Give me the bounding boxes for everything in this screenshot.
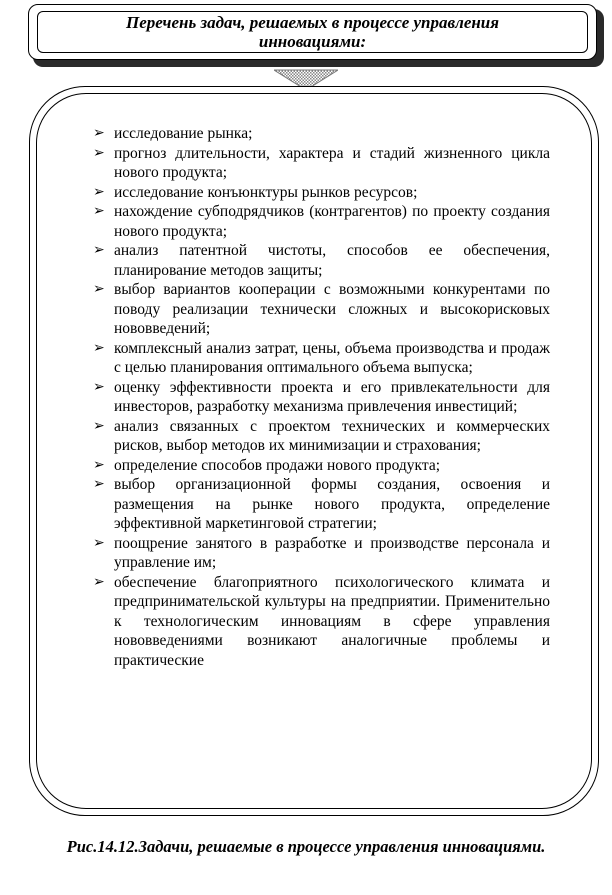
list-item bbox=[64, 417, 550, 456]
list-item-text: прогноз длительности, характера и стадий жизненного цикла нового продукта; bbox=[114, 144, 550, 181]
list-item-text: исследование рынка; bbox=[114, 125, 253, 142]
tasks-list bbox=[64, 124, 550, 670]
list-item-text: выбор вариантов кооперации с возможными конкурентами по поводу реализации технически сложных и высокорисковых нововведений; bbox=[114, 281, 550, 337]
arrowhead-bullet-icon: ➢ bbox=[93, 535, 105, 551]
list-item bbox=[64, 378, 550, 417]
figure-caption: Рис.14.12.Задачи, решаемые в процессе управления инновациями. bbox=[66, 837, 546, 856]
arrowhead-bullet-icon: ➢ bbox=[93, 243, 105, 258]
list-item bbox=[64, 534, 550, 573]
list-item bbox=[64, 573, 550, 671]
list-item bbox=[64, 144, 550, 183]
arrowhead-bullet-icon: ➢ bbox=[93, 477, 105, 492]
list-item bbox=[64, 339, 550, 378]
list-item-text: анализ патентной чистоты, способов ее обеспечения, планирование методов защиты; bbox=[114, 242, 550, 279]
arrowhead-bullet-icon: ➢ bbox=[93, 126, 105, 141]
list-item bbox=[64, 124, 550, 144]
list-item-text: оценку эффективности проекта и его привлекательности для инвесторов, разработку механизма привлечения инвестиций; bbox=[114, 378, 550, 415]
header-title: Перечень задач, решаемых в процессе управления инновациями: bbox=[37, 11, 588, 53]
list-item bbox=[64, 183, 550, 203]
list-item bbox=[64, 280, 550, 339]
header-box bbox=[28, 4, 597, 60]
arrowhead-bullet-icon: ➢ bbox=[93, 340, 105, 356]
list-item-text: нахождение субподрядчиков (контрагентов) по проекту создания нового продукта; bbox=[114, 203, 550, 240]
list-item-text: поощрение занятого в разработке и производстве персонала и управление им; bbox=[114, 534, 550, 571]
arrowhead-bullet-icon: ➢ bbox=[93, 574, 105, 590]
list-item bbox=[64, 456, 550, 476]
list-item-text: анализ связанных с проектом технических и коммерческих рисков, выбор методов их минимизации и страхования; bbox=[114, 417, 550, 454]
arrowhead-bullet-icon: ➢ bbox=[93, 145, 105, 161]
arrowhead-bullet-icon: ➢ bbox=[93, 282, 105, 297]
arrowhead-bullet-icon: ➢ bbox=[93, 184, 105, 200]
list-item-text: исследование конъюнктуры рынков ресурсов; bbox=[114, 183, 418, 201]
list-item bbox=[64, 475, 550, 534]
list-item-text: обеспечение благоприятного психологического климата и предпринимательской культуры на предприятии. Применительно к технологическим инновациям в сфере управления нововведениями возникают аналогичные проблемы и практические bbox=[114, 573, 550, 669]
list-item-text: комплексный анализ затрат, цены, объема производства и продаж с целью планирования оптимального объема выпуска; bbox=[114, 339, 550, 376]
list-item bbox=[64, 241, 550, 280]
list-item-text: выбор организационной формы создания, освоения и размещения на рынке нового продукта, определение эффективной маркетинговой стратегии; bbox=[114, 476, 550, 532]
arrowhead-bullet-icon: ➢ bbox=[93, 418, 105, 434]
list-item-text: определение способов продажи нового продукта; bbox=[114, 456, 441, 474]
arrowhead-bullet-icon: ➢ bbox=[93, 204, 105, 219]
arrowhead-bullet-icon: ➢ bbox=[93, 457, 105, 473]
list-item bbox=[64, 202, 550, 241]
arrowhead-bullet-icon: ➢ bbox=[93, 379, 105, 395]
